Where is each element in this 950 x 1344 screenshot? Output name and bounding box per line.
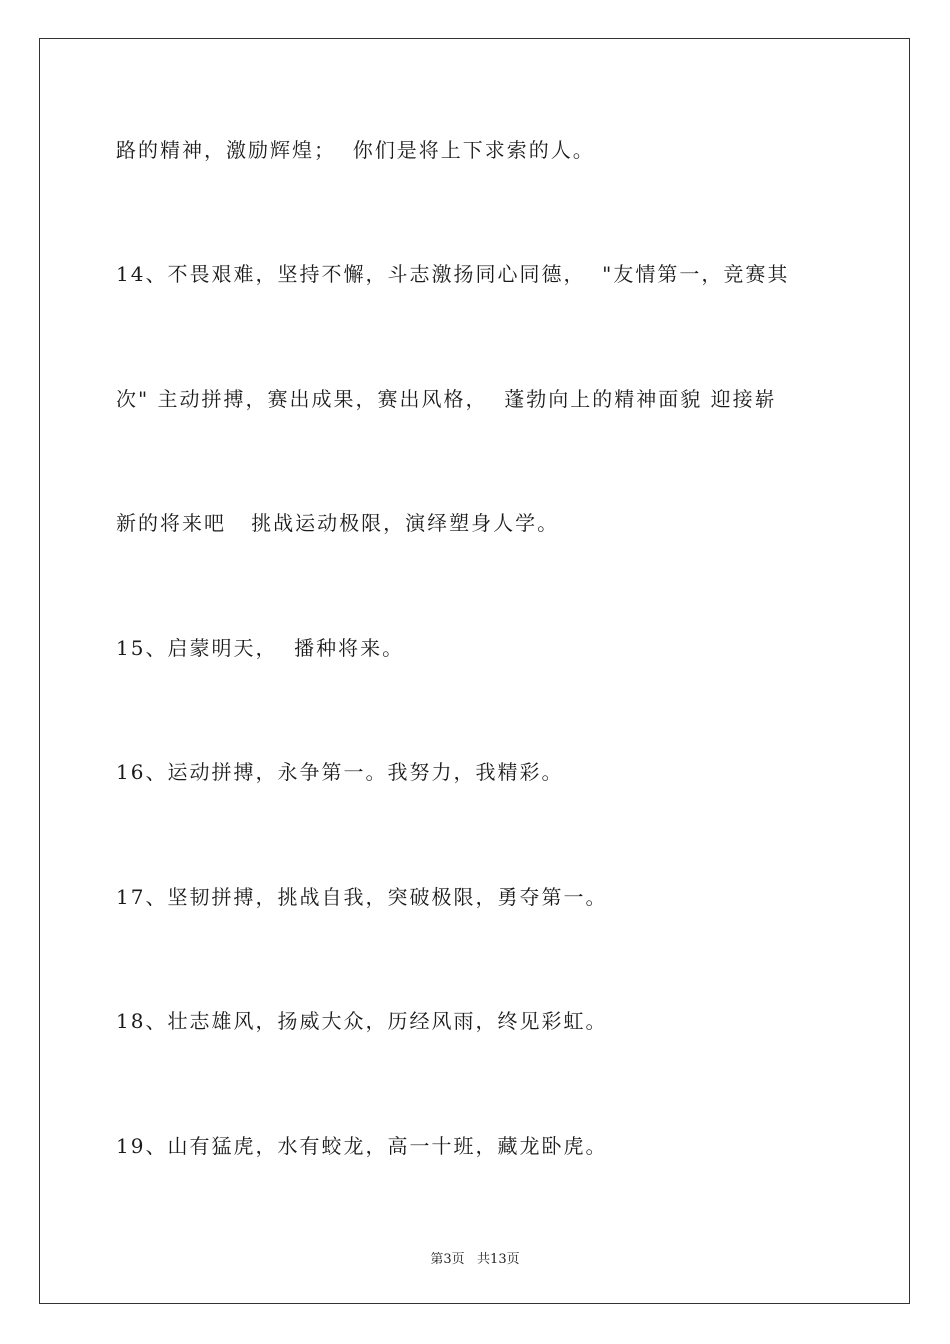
- text-line-1: 路的精神，激励辉煌； 你们是将上下求索的人。: [116, 138, 595, 162]
- text-line-6: 16、运动拼搏，永争第一。我努力，我精彩。: [116, 760, 564, 784]
- text-line-4: 新的将来吧 挑战运动极限，演绎塑身人学。: [116, 511, 560, 535]
- text-line-9: 19、山有猛虎，水有蛟龙，高一十班，藏龙卧虎。: [116, 1134, 608, 1158]
- page-border: [39, 38, 910, 1304]
- text-line-8: 18、壮志雄风，扬威大众，历经风雨，终见彩虹。: [116, 1009, 608, 1033]
- text-line-7: 17、坚韧拼搏，挑战自我，突破极限，勇夺第一。: [116, 885, 608, 909]
- text-line-3: 次" 主动拼搏，赛出成果，赛出风格， 蓬勃向上的精神面貌 迎接崭: [116, 387, 777, 411]
- page-number-footer: 第3页 共13页: [430, 1252, 520, 1267]
- text-line-5: 15、启蒙明天， 播种将来。: [116, 636, 405, 660]
- text-line-2: 14、不畏艰难，坚持不懈，斗志激扬同心同德， "友情第一，竞赛其: [116, 262, 790, 286]
